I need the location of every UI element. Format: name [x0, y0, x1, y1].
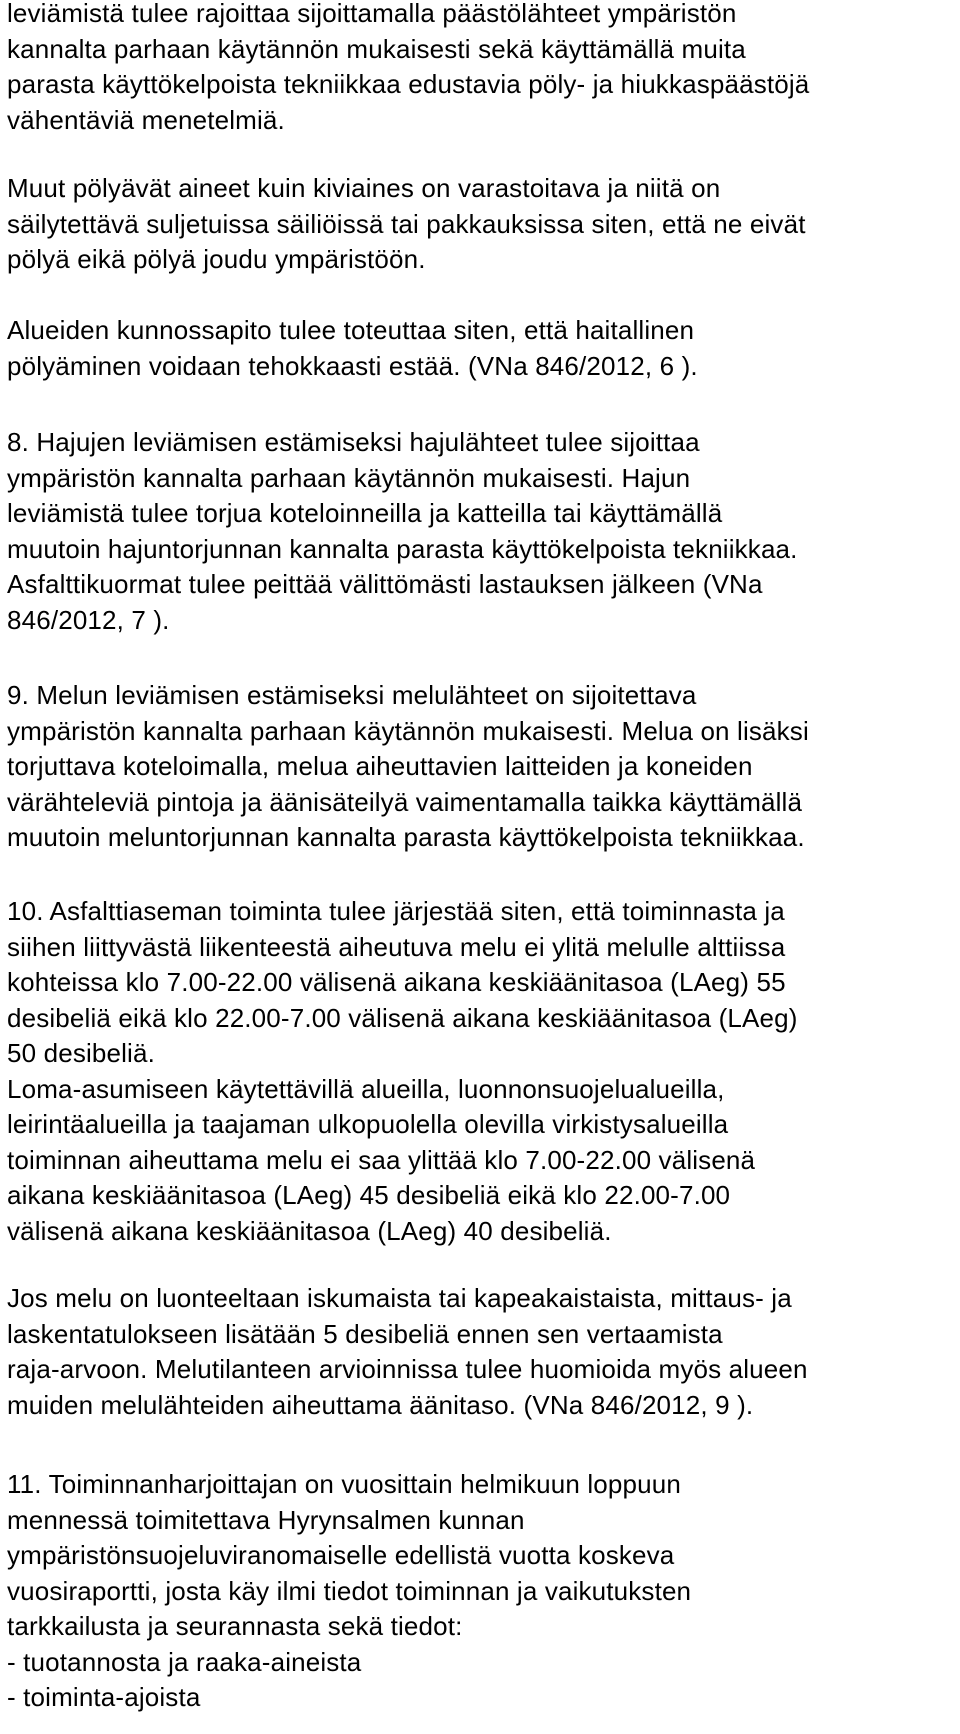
text-line: ympäristönsuojeluviranomaiselle edellistä vuotta koskeva	[7, 1540, 675, 1570]
text-line: värähteleviä pintoja ja äänisäteilyä vaimentamalla taikka käyttämällä	[7, 786, 803, 817]
list-item: - tuotannosta ja raaka-aineista	[7, 1646, 362, 1677]
text-line: muutoin hajuntorjunnan kannalta parasta käyttökelpoista tekniikkaa.	[7, 533, 798, 564]
text-line: 10. Asfalttiaseman toiminta tulee järjestää siten, että toiminnasta ja	[7, 896, 785, 926]
text-line: Alueiden kunnossapito tulee toteuttaa siten, että haitallinen	[7, 315, 695, 345]
text-line: aikana keskiäänitasoa (LAeg) 45 desibeliä eikä klo 22.00-7.00	[7, 1180, 731, 1210]
text-line: leirintäalueilla ja taajaman ulkopuolella olevilla virkistysalueilla	[7, 1109, 729, 1139]
text-line: 9. Melun leviämisen estämiseksi melulähteet on sijoitettava	[7, 680, 697, 710]
text-line: vähentäviä menetelmiä.	[7, 104, 285, 135]
text-line: ympäristön kannalta parhaan käytännön mukaisesti. Melua on lisäksi	[7, 715, 809, 746]
paragraph-impulsive-noise	[7, 1281, 955, 1423]
text-line: desibeliä eikä klo 22.00-7.00 välisenä aikana keskiäänitasoa (LAeg)	[7, 1002, 798, 1033]
text-line: leviämistä tulee rajoittaa sijoittamalla päästölähteet ympäristön	[7, 0, 737, 28]
text-line: kohteissa klo 7.00-22.00 välisenä aikana keskiäänitasoa (LAeg) 55	[7, 967, 786, 997]
text-line: tarkkailusta ja seurannasta sekä tiedot:	[7, 1611, 463, 1641]
list-item: - toiminta-ajoista	[7, 1682, 201, 1712]
text-line: leviämistä tulee torjua koteloinneilla ja katteilla tai käyttämällä	[7, 498, 723, 528]
text-line: Loma-asumiseen käytettävillä alueilla, luonnonsuojelualueilla,	[7, 1073, 725, 1104]
text-line: raja-arvoon. Melutilanteen arvioinnissa tulee huomioida myös alueen	[7, 1354, 808, 1384]
text-line: kannalta parhaan käytännön mukaisesti sekä käyttämällä muita	[7, 33, 746, 64]
text-line: laskentatulokseen lisätään 5 desibeliä ennen sen vertaamista	[7, 1318, 723, 1349]
paragraph-dusty-materials	[7, 171, 955, 278]
text-line: säilytettävä suljetuissa säiliöissä tai pakkauksissa siten, että ne eivät	[7, 208, 806, 239]
text-line: parasta käyttökelpoista tekniikkaa edustavia pöly- ja hiukkaspäästöjä	[7, 69, 810, 99]
text-line: välisenä aikana keskiäänitasoa (LAeg) 40 desibeliä.	[7, 1215, 612, 1246]
text-line: Jos melu on luonteeltaan iskumaista tai kapeakaistaista, mittaus- ja	[7, 1283, 792, 1313]
text-line: 50 desibeliä.	[7, 1038, 155, 1068]
text-line: torjuttava koteloimalla, melua aiheuttavien laitteiden ja koneiden	[7, 751, 753, 781]
paragraph-section-11-annual-report	[7, 1467, 955, 1716]
text-line: 8. Hajujen leviämisen estämiseksi hajulähteet tulee sijoittaa	[7, 427, 700, 457]
text-line: Asfalttikuormat tulee peittää välittömästi lastauksen jälkeen (VNa	[7, 569, 763, 599]
text-line: muutoin meluntorjunnan kannalta parasta käyttökelpoista tekniikkaa.	[7, 822, 805, 852]
paragraph-section-9-noise-sources	[7, 678, 955, 856]
paragraph-dust-control-continued	[7, 0, 955, 138]
paragraph-area-maintenance	[7, 313, 955, 384]
paragraph-section-8-odours	[7, 425, 955, 638]
text-line: siihen liittyvästä liikenteestä aiheutuva melu ei ylitä melulle alttiissa	[7, 931, 786, 962]
text-line: vuosiraportti, josta käy ilmi tiedot toiminnan ja vaikutuksten	[7, 1575, 692, 1606]
text-line: pölyäminen voidaan tehokkaasti estää. (VNa 846/2012, 6 ⁠).	[7, 350, 698, 381]
text-line: 846/2012, 7 ⁠).	[7, 604, 170, 635]
text-line: toiminnan aiheuttama melu ei saa ylittää klo 7.00-22.00 välisenä	[7, 1144, 756, 1175]
paragraph-section-10-noise-limits	[7, 894, 955, 1249]
text-line: pölyä eikä pölyä joudu ympäristöön.	[7, 244, 426, 274]
text-line: 11. Toiminnanharjoittajan on vuosittain helmikuun loppuun	[7, 1469, 681, 1499]
text-line: mennessä toimitettava Hyrynsalmen kunnan	[7, 1504, 525, 1535]
text-line: Muut pölyävät aineet kuin kiviaines on varastoitava ja niitä on	[7, 173, 721, 203]
text-line: ympäristön kannalta parhaan käytännön mukaisesti. Hajun	[7, 462, 691, 493]
text-line: muiden melulähteiden aiheuttama äänitaso. (VNa 846/2012, 9 ⁠).	[7, 1389, 754, 1420]
